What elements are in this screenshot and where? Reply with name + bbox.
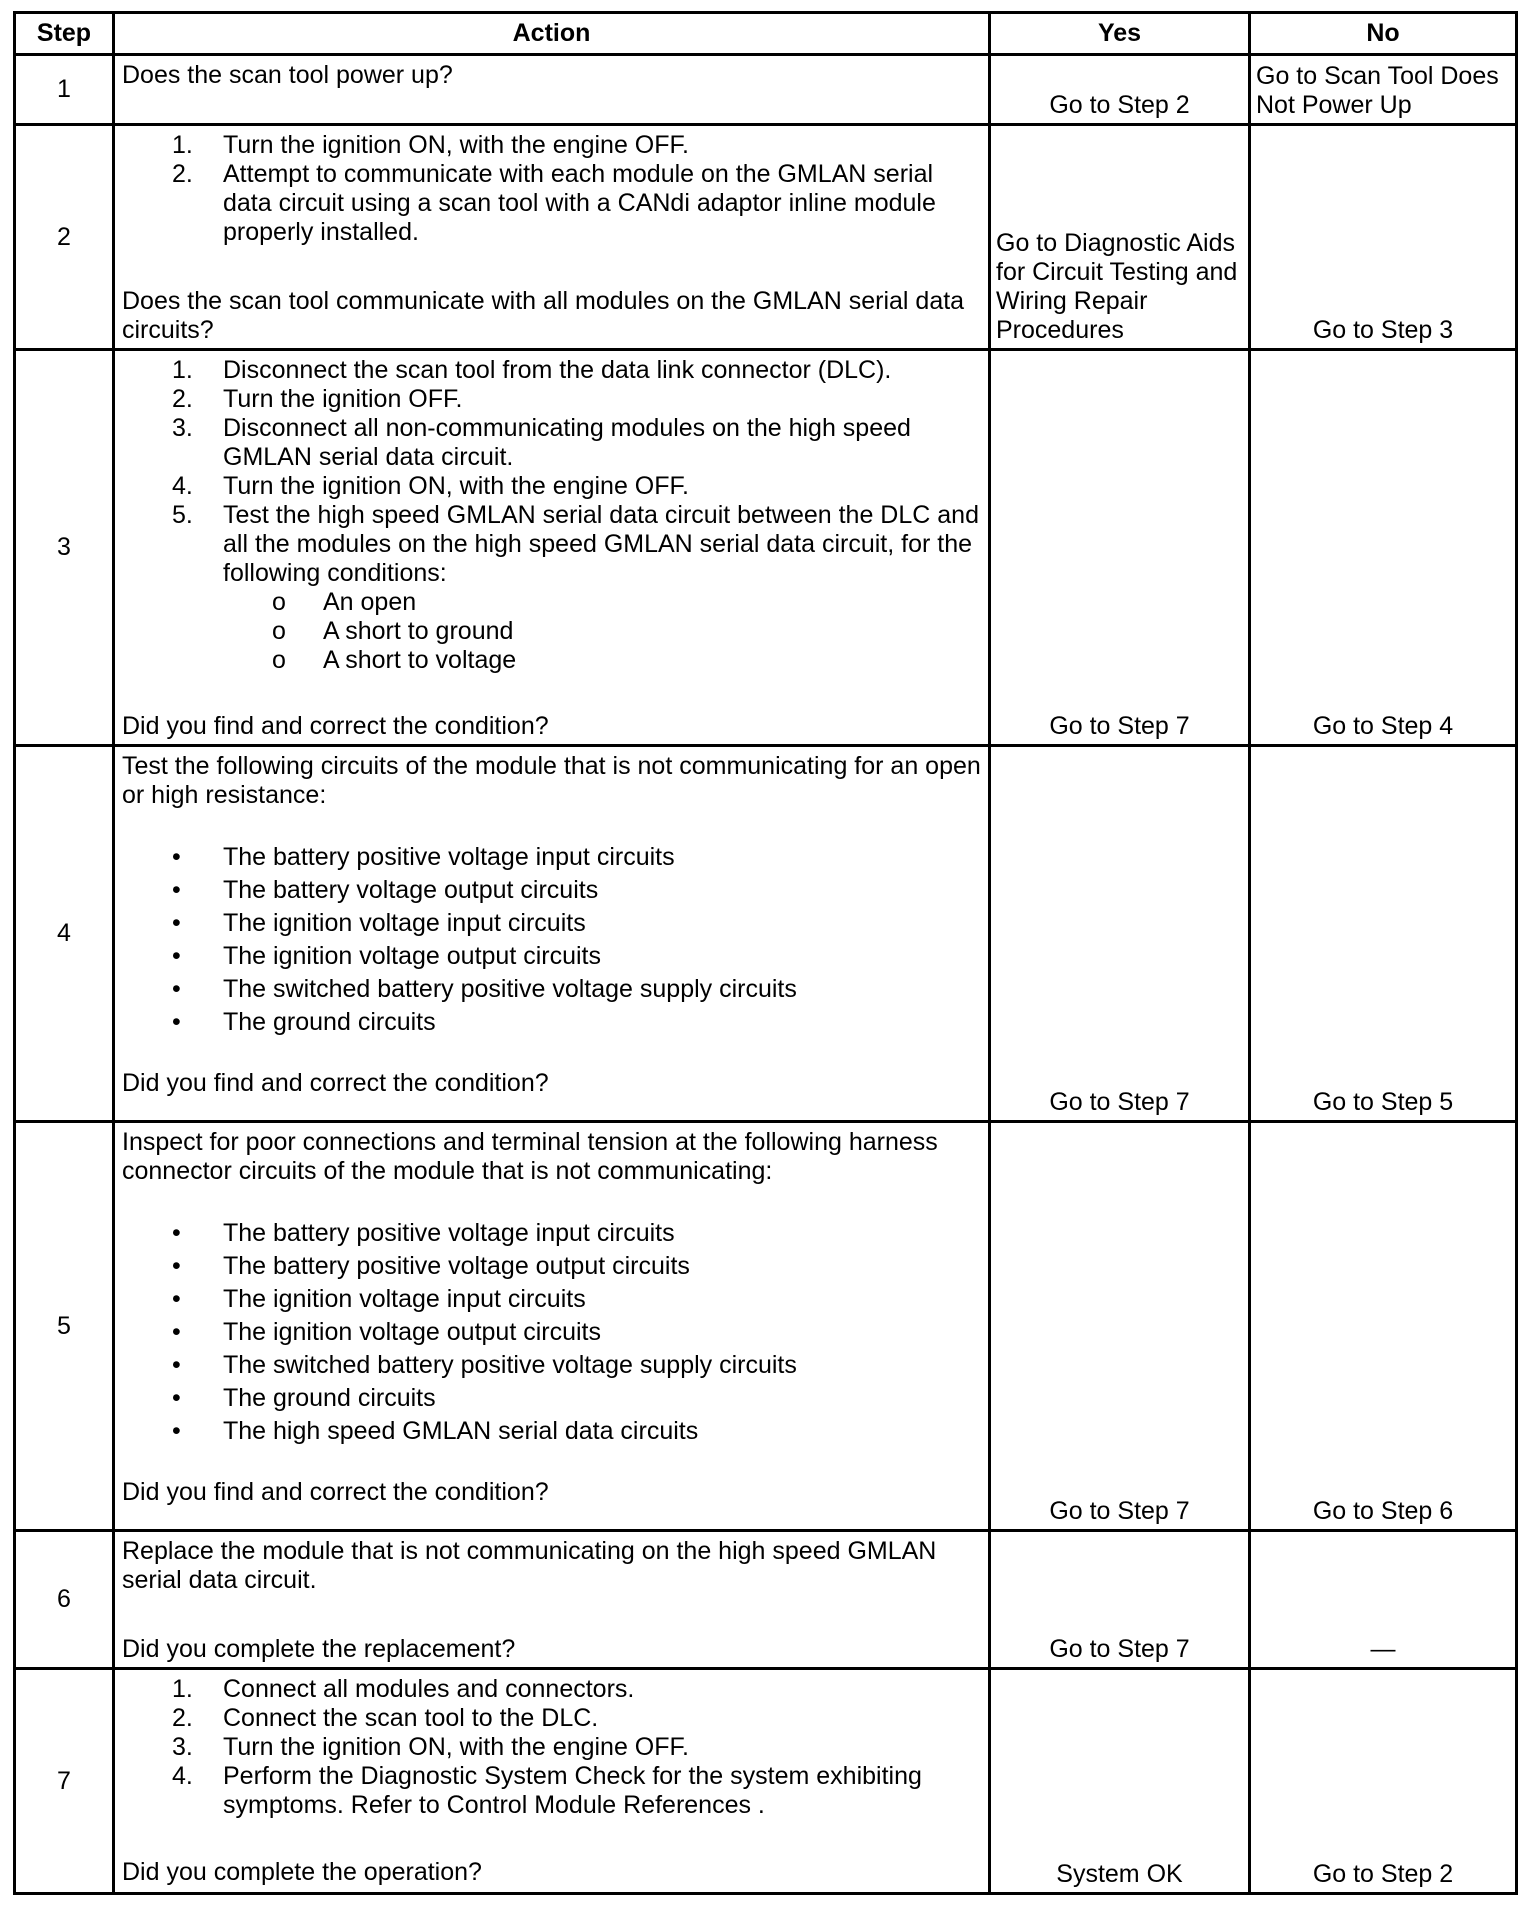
- item-text: Test the high speed GMLAN serial data circuit between the DLC and all the modules on the high speed GMLAN serial data circuit, for the following conditions:: [223, 501, 979, 587]
- item-text: The ground circuits: [223, 1008, 436, 1036]
- yes-cell: Go to Step 7: [990, 1531, 1250, 1669]
- bullet-icon: •: [172, 1285, 181, 1313]
- item-text: A short to voltage: [323, 646, 517, 674]
- list-item: [122, 907, 981, 940]
- action-question: Did you find and correct the condition?: [122, 712, 549, 740]
- circuit-list: [122, 1217, 981, 1448]
- bullet-icon: •: [172, 1252, 181, 1280]
- list-item: [122, 356, 981, 385]
- list-item: [122, 501, 981, 588]
- step-number: 4: [15, 746, 114, 1122]
- action-cell: [114, 125, 990, 350]
- item-text: The switched battery positive voltage supply circuits: [223, 975, 797, 1003]
- bullet-icon: •: [172, 975, 181, 1003]
- action-question: Did you find and correct the condition?: [122, 1069, 549, 1097]
- list-item: [122, 1762, 981, 1820]
- item-number: 3.: [172, 1733, 193, 1761]
- list-item: [122, 385, 981, 414]
- action-instruction: Inspect for poor connections and terminal tension at the following harness connector circuits of the module that is not communicating:: [122, 1128, 938, 1185]
- item-text: The ignition voltage input circuits: [223, 1285, 586, 1313]
- yes-cell: Go to Diagnostic Aids for Circuit Testing and Wiring Repair Procedures: [990, 125, 1250, 350]
- item-number: 2.: [172, 385, 193, 413]
- item-text: Turn the ignition ON, with the engine OFF.: [223, 472, 689, 500]
- table-row: [15, 125, 1517, 350]
- table-row: [15, 1122, 1517, 1531]
- item-number: 4.: [172, 472, 193, 500]
- yes-cell: Go to Step 7: [990, 1122, 1250, 1531]
- item-text: The switched battery positive voltage supply circuits: [223, 1351, 797, 1379]
- list-item: [122, 1382, 981, 1415]
- item-text: Turn the ignition ON, with the engine OFF.: [223, 131, 689, 159]
- action-cell: [114, 1531, 990, 1669]
- header-step: Step: [15, 13, 114, 55]
- list-item: [122, 414, 981, 472]
- action-question: Did you find and correct the condition?: [122, 1478, 549, 1506]
- item-text: Disconnect all non-communicating modules on the high speed GMLAN serial data circuit.: [223, 414, 911, 471]
- list-item: [122, 1733, 981, 1762]
- bullet-icon: •: [172, 1219, 181, 1247]
- no-cell: Go to Step 3: [1250, 125, 1517, 350]
- bullet-icon: •: [172, 942, 181, 970]
- header-action: Action: [114, 13, 990, 55]
- bullet-icon: •: [172, 843, 181, 871]
- list-item: [122, 1283, 981, 1316]
- header-no: No: [1250, 13, 1517, 55]
- action-instruction: Test the following circuits of the module that is not communicating for an open or high resistance:: [122, 752, 981, 809]
- diagnostic-table: [13, 11, 1518, 1895]
- list-item: [122, 874, 981, 907]
- item-text: Attempt to communicate with each module on the GMLAN serial data circuit using a scan tool with a CANdi adaptor inline module properly installed.: [223, 160, 936, 246]
- yes-cell: Go to Step 7: [990, 350, 1250, 746]
- list-item: [122, 940, 981, 973]
- table-row: [15, 350, 1517, 746]
- action-cell: [114, 350, 990, 746]
- bullet-icon: •: [172, 909, 181, 937]
- bullet-icon: •: [172, 1384, 181, 1412]
- list-item: [122, 1704, 981, 1733]
- no-cell: Go to Step 4: [1250, 350, 1517, 746]
- list-item: [122, 1217, 981, 1250]
- list-item: [122, 1675, 981, 1704]
- item-number: 1.: [172, 131, 193, 159]
- action-cell: [114, 746, 990, 1122]
- condition-list: [122, 588, 981, 675]
- list-item: [122, 131, 981, 160]
- item-number: 5.: [172, 501, 193, 529]
- item-text: Connect all modules and connectors.: [223, 1675, 635, 1703]
- item-text: The ground circuits: [223, 1384, 436, 1412]
- list-item: [122, 1415, 981, 1448]
- table-row: [15, 1669, 1517, 1894]
- item-text: Turn the ignition OFF.: [223, 385, 463, 413]
- numbered-steps: [122, 131, 981, 247]
- step-number: 5: [15, 1122, 114, 1531]
- no-cell: Go to Step 5: [1250, 746, 1517, 1122]
- action-cell: [114, 1669, 990, 1894]
- action-cell: [114, 55, 990, 125]
- item-text: A short to ground: [323, 617, 514, 645]
- no-cell: Go to Scan Tool Does Not Power Up: [1250, 55, 1517, 125]
- list-item: [122, 646, 981, 675]
- bullet-icon: •: [172, 1008, 181, 1036]
- bullet-icon: •: [172, 1417, 181, 1445]
- header-row: [15, 13, 1517, 55]
- step-number: 6: [15, 1531, 114, 1669]
- table-row: [15, 746, 1517, 1122]
- yes-cell: Go to Step 2: [990, 55, 1250, 125]
- item-text: The ignition voltage output circuits: [223, 942, 601, 970]
- list-item: [122, 1316, 981, 1349]
- action-question: Does the scan tool power up?: [122, 61, 453, 89]
- item-text: The battery positive voltage input circuits: [223, 1219, 675, 1247]
- item-text: The ignition voltage output circuits: [223, 1318, 601, 1346]
- item-number: 2.: [172, 1704, 193, 1732]
- item-text: The high speed GMLAN serial data circuits: [223, 1417, 699, 1445]
- action-question: Did you complete the operation?: [122, 1858, 482, 1886]
- circuit-list: [122, 841, 981, 1039]
- item-number: 3.: [172, 414, 193, 442]
- item-text: Connect the scan tool to the DLC.: [223, 1704, 599, 1732]
- circle-bullet-icon: o: [272, 588, 286, 616]
- bullet-icon: •: [172, 1351, 181, 1379]
- action-instruction: Replace the module that is not communicating on the high speed GMLAN serial data circuit.: [122, 1537, 937, 1594]
- item-text: Disconnect the scan tool from the data link connector (DLC).: [223, 356, 892, 384]
- item-text: The battery positive voltage output circuits: [223, 1252, 690, 1280]
- item-text: The battery positive voltage input circuits: [223, 843, 675, 871]
- list-item: [122, 1250, 981, 1283]
- list-item: [122, 588, 981, 617]
- numbered-steps: [122, 1675, 981, 1820]
- yes-cell: Go to Step 7: [990, 746, 1250, 1122]
- item-text: Perform the Diagnostic System Check for the system exhibiting symptoms. Refer to Control Module References .: [223, 1762, 922, 1819]
- no-cell: Go to Step 2: [1250, 1669, 1517, 1894]
- list-item: [122, 1006, 981, 1039]
- no-cell: —: [1250, 1531, 1517, 1669]
- item-text: Turn the ignition ON, with the engine OFF.: [223, 1733, 689, 1761]
- list-item: [122, 1349, 981, 1382]
- action-question: Did you complete the replacement?: [122, 1635, 516, 1663]
- list-item: [122, 617, 981, 646]
- circle-bullet-icon: o: [272, 646, 286, 674]
- item-number: 1.: [172, 356, 193, 384]
- yes-cell: System OK: [990, 1669, 1250, 1894]
- table-row: [15, 55, 1517, 125]
- item-number: 2.: [172, 160, 193, 188]
- list-item: [122, 160, 981, 247]
- item-number: 4.: [172, 1762, 193, 1790]
- list-item: [122, 841, 981, 874]
- no-cell: Go to Step 6: [1250, 1122, 1517, 1531]
- item-text: The battery voltage output circuits: [223, 876, 599, 904]
- table-row: [15, 1531, 1517, 1669]
- list-item: [122, 472, 981, 501]
- list-item: [122, 973, 981, 1006]
- bullet-icon: •: [172, 1318, 181, 1346]
- step-number: 3: [15, 350, 114, 746]
- action-cell: [114, 1122, 990, 1531]
- step-number: 2: [15, 125, 114, 350]
- step-number: 1: [15, 55, 114, 125]
- header-yes: Yes: [990, 13, 1250, 55]
- item-number: 1.: [172, 1675, 193, 1703]
- bullet-icon: •: [172, 876, 181, 904]
- circle-bullet-icon: o: [272, 617, 286, 645]
- action-question: Does the scan tool communicate with all modules on the GMLAN serial data circuits?: [122, 287, 965, 344]
- step-number: 7: [15, 1669, 114, 1894]
- numbered-steps: [122, 356, 981, 588]
- item-text: The ignition voltage input circuits: [223, 909, 586, 937]
- item-text: An open: [323, 588, 417, 616]
